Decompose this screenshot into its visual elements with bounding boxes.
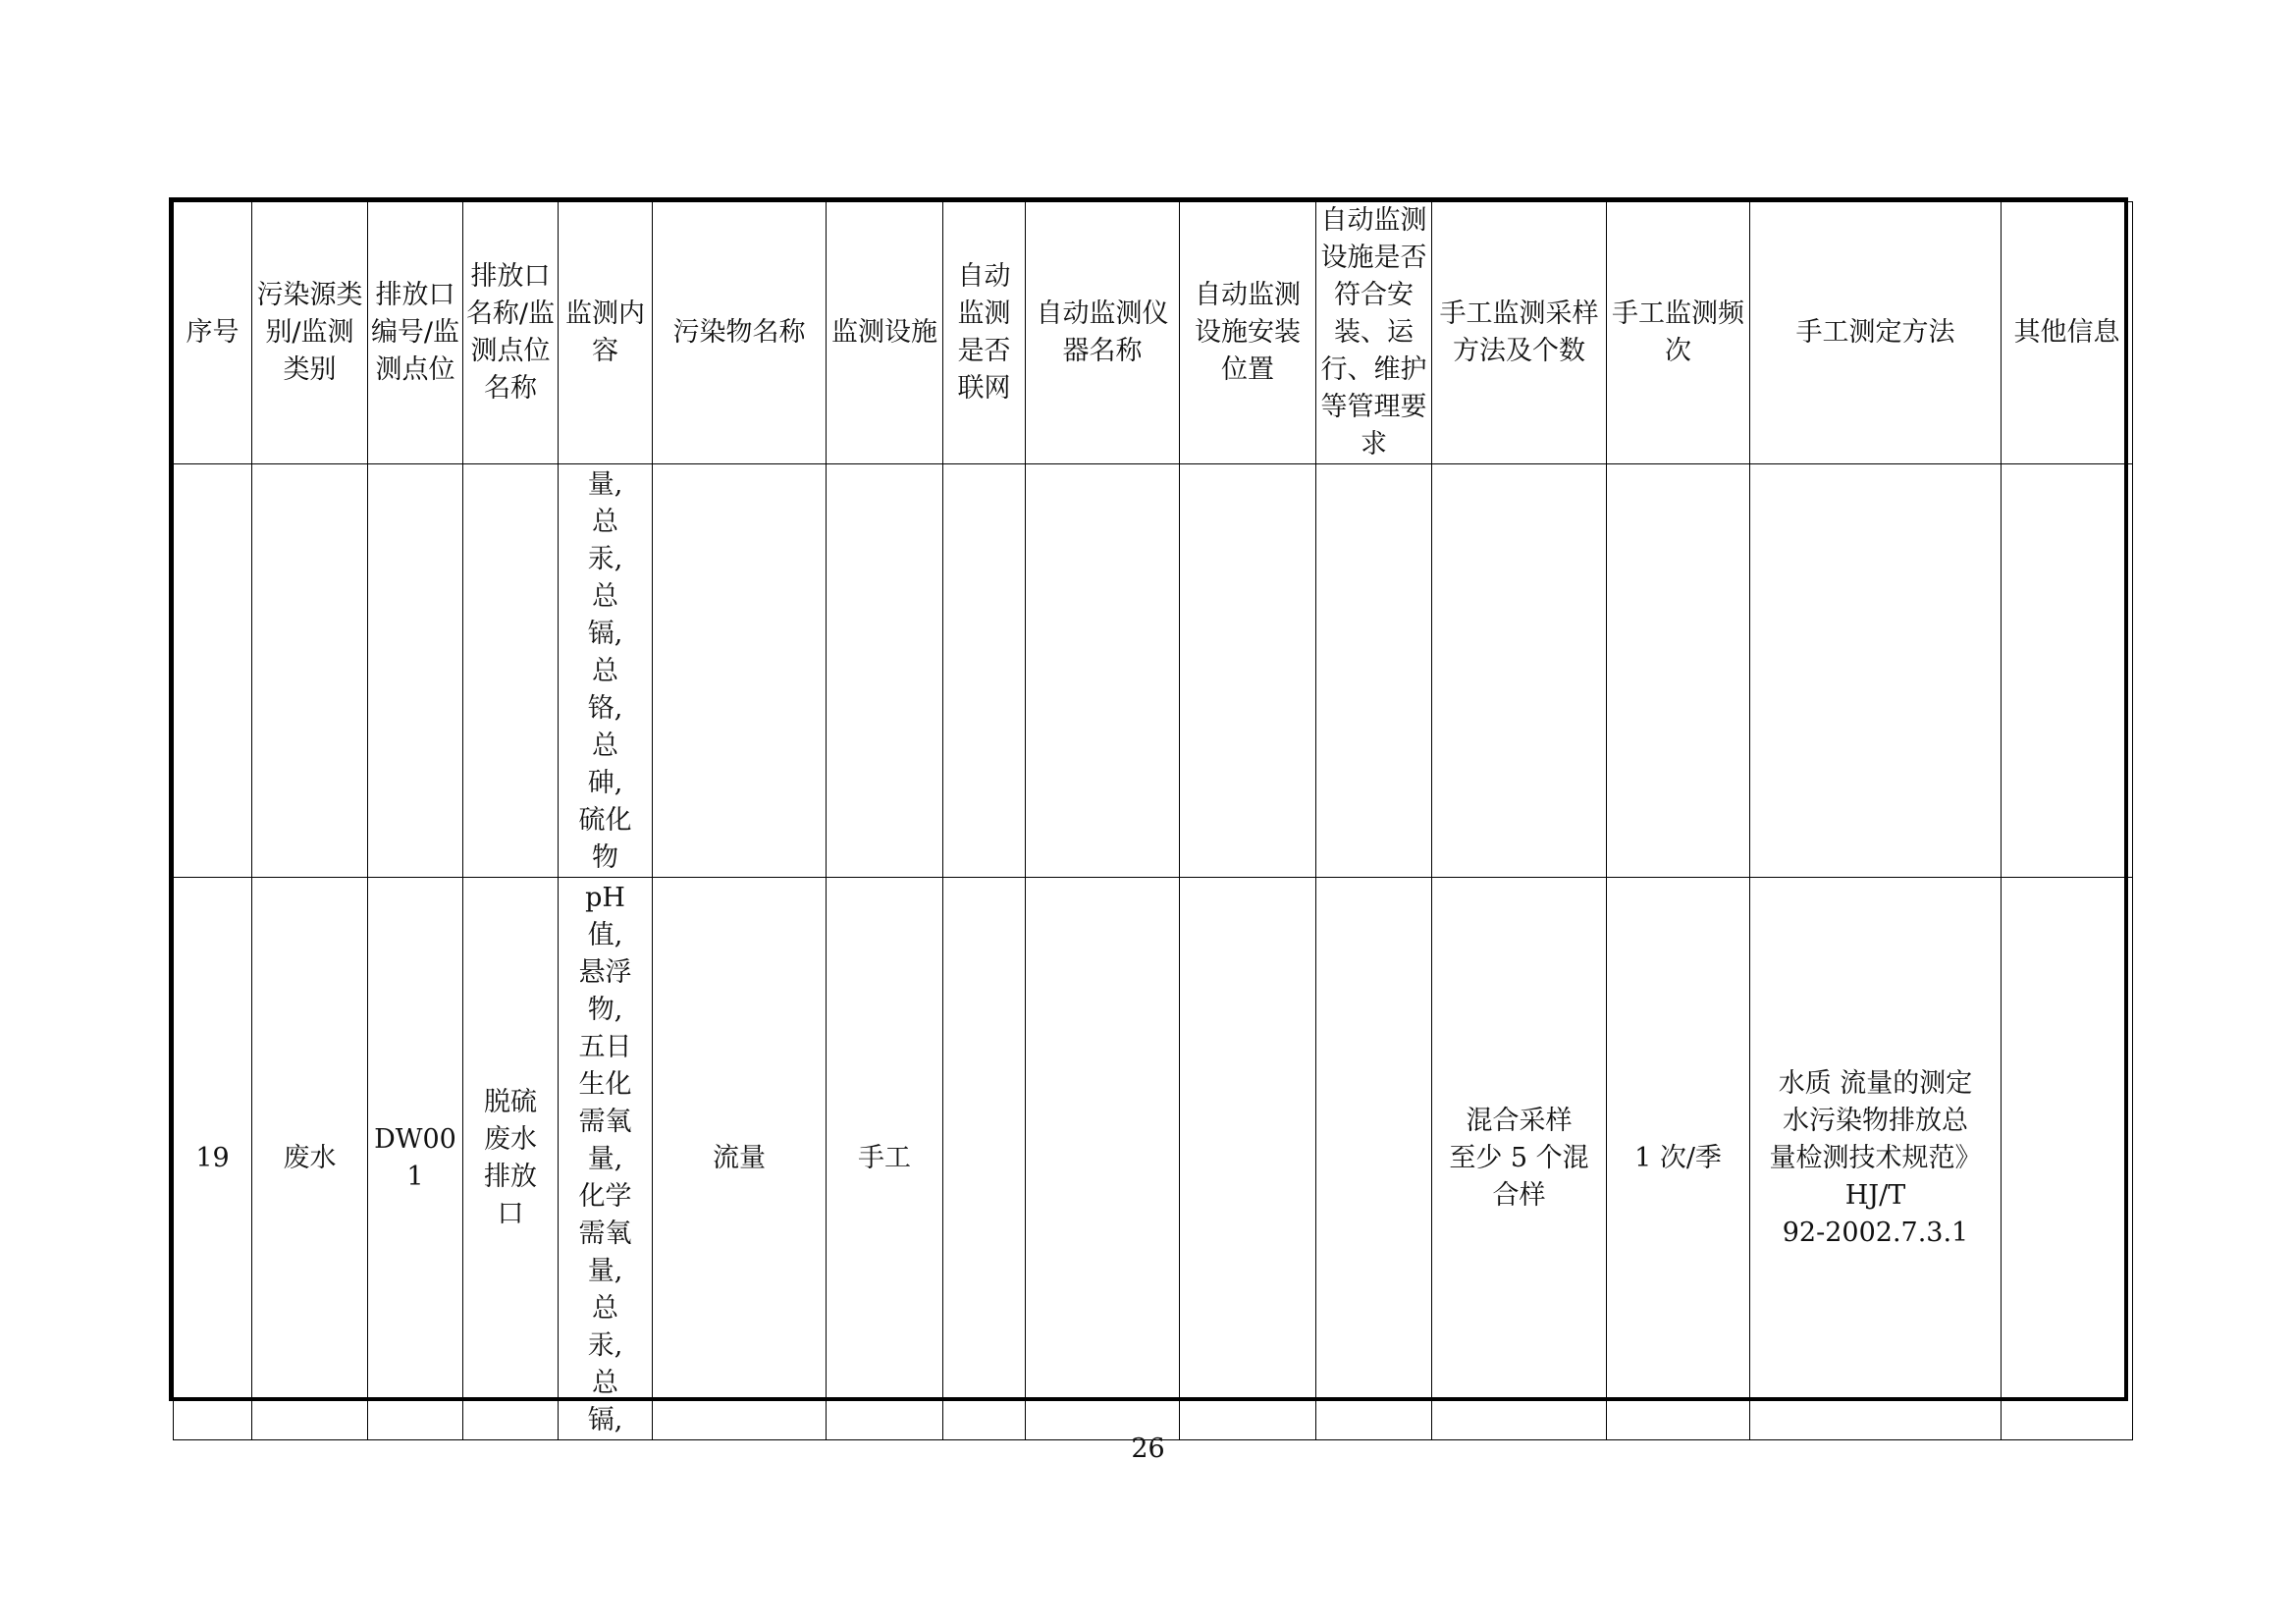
header-cell: 监测内容 <box>559 202 653 464</box>
method-cell <box>1750 878 2002 1440</box>
cell-line: 物, <box>587 995 623 1025</box>
cell-line: 脱硫 <box>484 1087 537 1117</box>
monitoring-content-cell <box>559 464 653 878</box>
cell-line: 悬浮 <box>578 957 632 988</box>
table-cell <box>1750 464 2002 878</box>
cell-line: 92-2002.7.3.1 <box>1782 1218 1969 1248</box>
table-cell <box>653 464 827 878</box>
outlet-name-cell <box>463 878 559 1440</box>
cell-line: 至少 5 个混 <box>1449 1143 1589 1173</box>
table-cell <box>174 464 252 878</box>
table-cell <box>827 464 943 878</box>
table-cell <box>1432 464 1607 878</box>
header-cell: 自动监测是否联网 <box>943 202 1026 464</box>
cell-line: 化学 <box>578 1181 632 1212</box>
category-cell: 废水 <box>252 878 368 1440</box>
cell-line: 混合采样 <box>1466 1106 1573 1136</box>
table-cell <box>943 878 1026 1440</box>
cell-line: 水质 流量的测定 <box>1778 1068 1973 1099</box>
header-row <box>174 202 2133 464</box>
cell-line: 五日 <box>578 1032 632 1062</box>
cell-line: 总 <box>592 1368 618 1398</box>
header-cell: 手工监测采样方法及个数 <box>1432 202 1607 464</box>
pollutant-cell: 流量 <box>653 878 827 1440</box>
facility-cell: 手工 <box>827 878 943 1440</box>
cell-line: 量, <box>587 1144 623 1174</box>
cell-line: 值, <box>587 920 623 950</box>
cell-line: 铬, <box>587 693 623 724</box>
page-number: 26 <box>1131 1434 1165 1464</box>
header-cell: 序号 <box>174 202 252 464</box>
table-row <box>174 878 2133 1440</box>
cell-line: 总 <box>592 581 618 612</box>
header-cell: 污染源类别/监测类别 <box>252 202 368 464</box>
header-cell: 自动监测仪器名称 <box>1026 202 1180 464</box>
cell-line: DW00 <box>374 1124 456 1155</box>
cell-line: 量, <box>587 469 623 500</box>
cell-line: 量, <box>587 1256 623 1286</box>
cell-line: 总 <box>592 1293 618 1324</box>
monitoring-table-container <box>169 197 2128 1435</box>
cell-line: 总 <box>592 656 618 686</box>
monitoring-table <box>173 201 2133 1440</box>
frequency-cell: 1 次/季 <box>1607 878 1750 1440</box>
table-row <box>174 464 2133 878</box>
table-cell <box>1607 464 1750 878</box>
cell-line: 废水 <box>484 1124 537 1155</box>
table-cell <box>943 464 1026 878</box>
cell-line: 镉, <box>587 619 623 649</box>
cell-line: 物 <box>592 842 618 873</box>
cell-line: 合样 <box>1492 1180 1546 1211</box>
cell-line: 镉, <box>587 1405 623 1435</box>
cell-line: 排放 <box>484 1162 537 1192</box>
table-cell <box>1316 878 1432 1440</box>
cell-line: 水污染物排放总 <box>1783 1106 1968 1136</box>
table-cell <box>1180 878 1316 1440</box>
sampling-cell <box>1432 878 1607 1440</box>
header-cell: 排放口名称/监测点位名称 <box>463 202 559 464</box>
monitoring-content-cell <box>559 878 653 1440</box>
outlet-code-cell <box>368 878 463 1440</box>
table-cell <box>1180 464 1316 878</box>
table-cell <box>1316 464 1432 878</box>
header-cell: 监测设施 <box>827 202 943 464</box>
cell-line: 汞, <box>587 544 623 574</box>
cell-line: 总 <box>592 507 618 537</box>
header-cell: 手工测定方法 <box>1750 202 2002 464</box>
table-cell <box>1026 878 1180 1440</box>
cell-line: 1 <box>406 1162 424 1192</box>
table-cell <box>252 464 368 878</box>
header-cell: 排放口编号/监测点位 <box>368 202 463 464</box>
cell-line: 总 <box>592 731 618 761</box>
table-cell <box>463 464 559 878</box>
table-cell <box>368 464 463 878</box>
cell-line: 量检测技术规范》 <box>1769 1143 1982 1173</box>
table-cell <box>2002 878 2133 1440</box>
cell-line: HJ/T <box>1844 1180 1906 1211</box>
cell-line: 口 <box>497 1199 524 1229</box>
cell-line: 生化 <box>578 1069 632 1100</box>
seq-cell: 19 <box>174 878 252 1440</box>
header-cell: 手工监测频次 <box>1607 202 1750 464</box>
table-cell <box>1026 464 1180 878</box>
header-cell: 其他信息 <box>2002 202 2133 464</box>
cell-line: pH <box>585 883 625 913</box>
header-cell: 自动监测设施是否符合安装、运行、维护等管理要求 <box>1316 202 1432 464</box>
cell-line: 汞, <box>587 1330 623 1361</box>
cell-line: 需氧 <box>578 1218 632 1249</box>
cell-line: 砷, <box>587 768 623 798</box>
header-cell: 污染物名称 <box>653 202 827 464</box>
cell-line: 需氧 <box>578 1107 632 1137</box>
header-cell: 自动监测设施安装位置 <box>1180 202 1316 464</box>
table-cell <box>2002 464 2133 878</box>
cell-line: 硫化 <box>578 805 632 836</box>
